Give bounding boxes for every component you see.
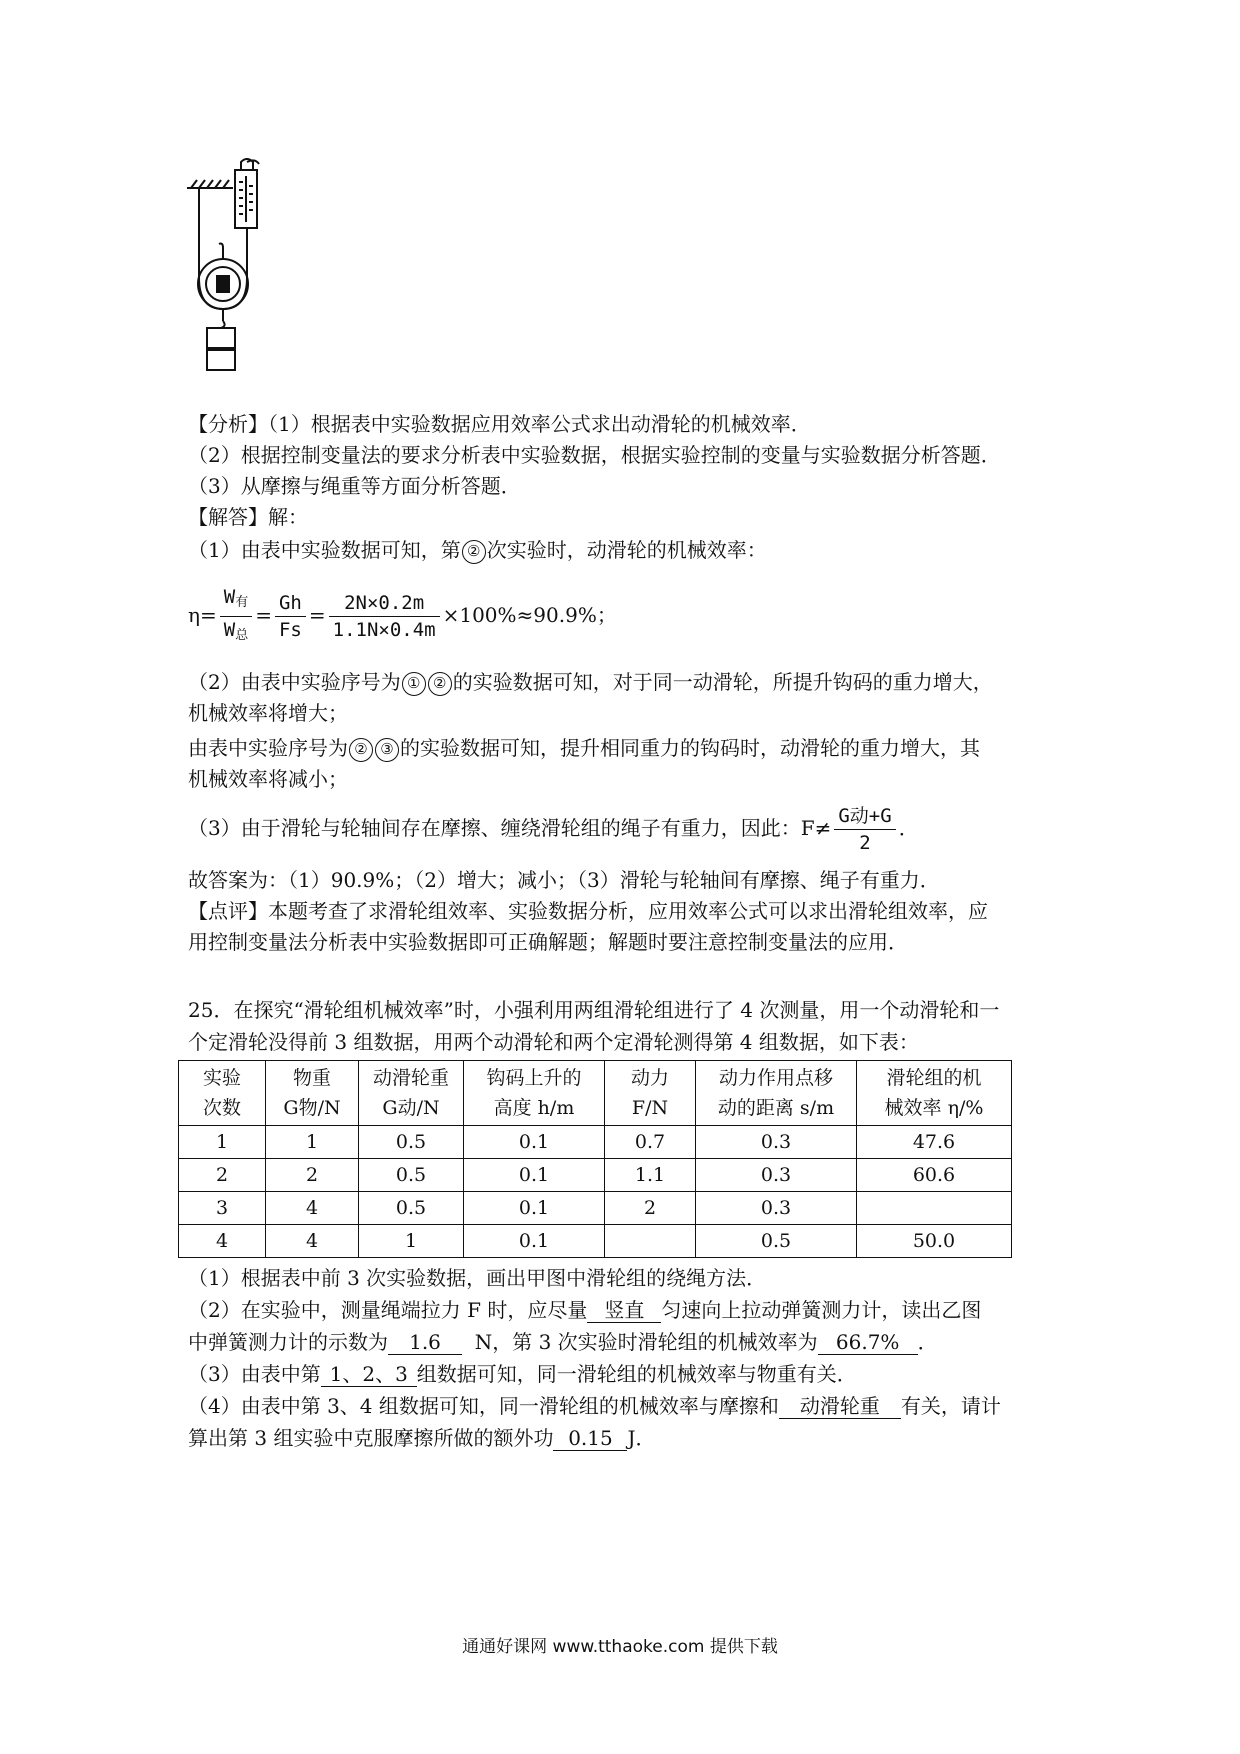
answer-blank: 66.7%	[818, 1330, 918, 1355]
header-cell: 动力作用点移 动的距离 s/m	[696, 1061, 857, 1126]
table-cell: 1.1	[605, 1159, 696, 1192]
solution-p2b: 由表中实验序号为 ② ③ 的实验数据可知，提升相同重力的钩码时，动滑轮的重力增大，其	[188, 736, 980, 760]
solution-heading: 【解答】解：	[188, 505, 308, 529]
q25-sub-1: （1）根据表中前 3 次实验数据，画出甲图中滑轮组的绕绳方法．	[188, 1266, 767, 1290]
table-cell: 4	[179, 1225, 266, 1258]
circled-number: ①	[402, 672, 426, 696]
q25-sub-2b: 中弹簧测力计的示数为 1.6 N，第 3 次实验时滑轮组的机械效率为 66.7% ．	[188, 1330, 938, 1354]
table-row	[179, 1126, 1012, 1159]
table-cell: 4	[266, 1225, 359, 1258]
solution-p2b-cont: 机械效率将减小；	[188, 767, 348, 791]
answer-blank: 1、2、3	[321, 1362, 417, 1387]
table-row	[179, 1225, 1012, 1258]
table-cell: 0.3	[696, 1126, 857, 1159]
answer-blank: 动滑轮重	[779, 1394, 901, 1419]
circled-number: ③	[375, 738, 399, 762]
q25-sub-2a: （2）在实验中，测量绳端拉力 F 时，应尽量 竖直 匀速向上拉动弹簧测力计，读出乙图	[188, 1298, 982, 1322]
table-cell: 0.1	[464, 1225, 605, 1258]
table-cell: 0.5	[359, 1192, 464, 1225]
analysis-line-2: （2）根据控制变量法的要求分析表中实验数据，根据实验控制的变量与实验数据分析答题．	[188, 443, 1001, 467]
header-cell: 动力 F/N	[605, 1061, 696, 1126]
table-cell: 0.1	[464, 1192, 605, 1225]
solution-p1: （1）由表中实验数据可知，第 ② 次实验时，动滑轮的机械效率：	[188, 538, 767, 562]
q25-sub-4a: （4）由表中第 3、4 组数据可知，同一滑轮组的机械效率与摩擦和 动滑轮重 有关，请计	[188, 1394, 1001, 1418]
answer-blank: 0.15	[553, 1426, 627, 1451]
table-header-row	[179, 1061, 1012, 1126]
table-cell: 2	[179, 1159, 266, 1192]
header-cell: 滑轮组的机 械效率 η/%	[857, 1061, 1012, 1126]
table-cell: 3	[179, 1192, 266, 1225]
efficiency-formula: η= $\frac{W_有}{W_总}$ = $\frac{Gh}{Fs}$ = $\frac{2N\times 0.2m}{1.1N\times 0.4m}$ ×100%≈90.9%；	[188, 586, 617, 643]
analysis-line-1: 【分析】（1）根据表中实验数据应用效率公式求出动滑轮的机械效率．	[188, 412, 811, 436]
answer-line: 故答案为：（1）90.9%；（2）增大；减小；（3）滑轮与轮轴间有摩擦、绳子有重力．	[188, 868, 940, 892]
table-cell: 60.6	[857, 1159, 1012, 1192]
table-cell	[605, 1225, 696, 1258]
comment-line-1: 【点评】本题考查了求滑轮组效率、实验数据分析，应用效率公式可以求出滑轮组效率，应	[188, 899, 988, 923]
table-cell: 0.3	[696, 1192, 857, 1225]
header-cell: 物重 G物/N	[266, 1061, 359, 1126]
table-cell: 47.6	[857, 1126, 1012, 1159]
circled-number: ②	[349, 738, 373, 762]
solution-p2a: （2）由表中实验序号为 ① ② 的实验数据可知，对于同一动滑轮，所提升钩码的重力增大，	[188, 670, 993, 694]
table-cell: 1	[179, 1126, 266, 1159]
header-cell: 动滑轮重 G动/N	[359, 1061, 464, 1126]
experiment-table	[178, 1060, 1012, 1258]
table-cell: 1	[359, 1225, 464, 1258]
solution-p2a-cont: 机械效率将增大；	[188, 701, 348, 725]
table-cell: 2	[605, 1192, 696, 1225]
pulley-figure	[185, 158, 295, 408]
table-cell: 0.1	[464, 1159, 605, 1192]
answer-blank: 竖直	[587, 1298, 661, 1323]
table-cell: 2	[266, 1159, 359, 1192]
answer-blank: 1.6	[388, 1330, 462, 1355]
circled-number: ②	[462, 540, 486, 564]
circled-number: ②	[428, 672, 452, 696]
table-cell: 0.5	[359, 1126, 464, 1159]
table-cell: 0.5	[359, 1159, 464, 1192]
table-cell: 0.1	[464, 1126, 605, 1159]
solution-p3: （3）由于滑轮与轮轴间存在摩擦、缠绕滑轮组的绳子有重力，因此：F≠ $\frac{\text{G动+G}}{2}$ ．	[188, 805, 919, 854]
comment-line-2: 用控制变量法分析表中实验数据即可正确解题；解题时要注意控制变量法的应用．	[188, 930, 908, 954]
q25-intro-2: 个定滑轮没得前 3 组数据，用两个动滑轮和两个定滑轮测得第 4 组数据，如下表：	[188, 1030, 919, 1054]
q25-intro-1: 25．在探究“滑轮组机械效率”时，小强利用两组滑轮组进行了 4 次测量，用一个动滑轮和一	[188, 998, 1000, 1022]
table-cell: 1	[266, 1126, 359, 1159]
table-cell: 50.0	[857, 1225, 1012, 1258]
header-cell: 钩码上升的 高度 h/m	[464, 1061, 605, 1126]
analysis-line-3: （3）从摩擦与绳重等方面分析答题．	[188, 474, 521, 498]
table-row	[179, 1192, 1012, 1225]
table-cell: 0.7	[605, 1126, 696, 1159]
table-cell	[857, 1192, 1012, 1225]
table-row	[179, 1159, 1012, 1192]
q25-sub-4b: 算出第 3 组实验中克服摩擦所做的额外功 0.15 J．	[188, 1426, 656, 1450]
table-cell: 4	[266, 1192, 359, 1225]
header-cell: 实验 次数	[179, 1061, 266, 1126]
table-cell: 0.5	[696, 1225, 857, 1258]
table-cell: 0.3	[696, 1159, 857, 1192]
q25-sub-3: （3）由表中第 1、2、3 组数据可知，同一滑轮组的机械效率与物重有关．	[188, 1362, 857, 1386]
page-footer: 通通好课网 www.tthaoke.com 提供下载	[462, 1637, 778, 1657]
